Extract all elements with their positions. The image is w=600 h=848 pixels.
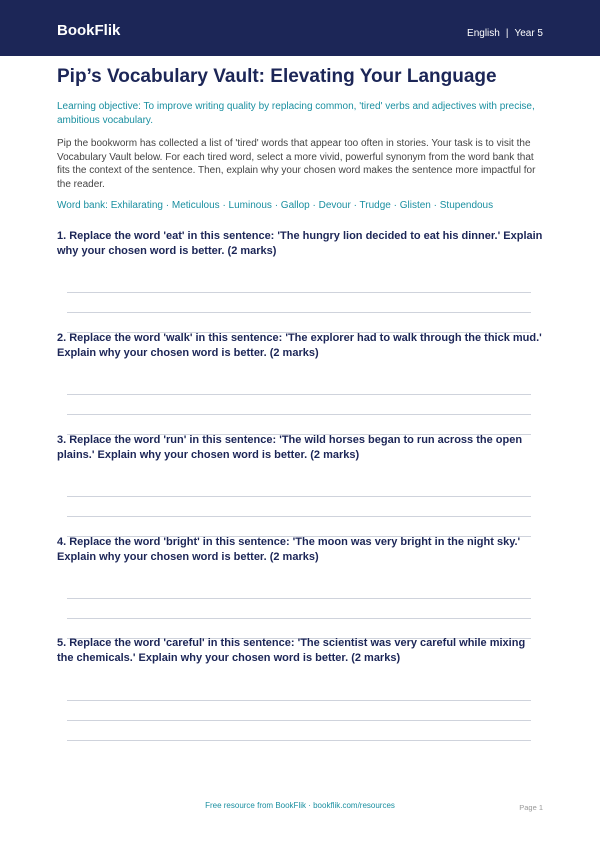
answer-line[interactable] — [67, 312, 531, 313]
year-label: Year 5 — [514, 28, 543, 39]
subject-label: English — [467, 28, 500, 39]
answer-line[interactable] — [67, 598, 531, 599]
question-1: 1. Replace the word 'eat' in this sentence: 'The hungry lion decided to eat his dinner.' Explain why your chosen word is better. (2 marks) — [57, 230, 543, 257]
page-number: Page 1 — [519, 803, 543, 812]
answer-line[interactable] — [67, 700, 531, 701]
word-bank: Word bank: Exhilarating · Meticulous · Luminous · Gallop · Devour · Trudge · Glisten · Stupendous — [57, 200, 494, 211]
question-3: 3. Replace the word 'run' in this sentence: 'The wild horses began to run across the open plains.' Explain why your chosen word is better. (2 marks) — [57, 434, 523, 461]
question-2: 2. Replace the word 'walk' in this sentence: 'The explorer had to walk through the thick mud.' Explain why your chosen word is better. (2 marks) — [57, 332, 542, 359]
answer-line[interactable] — [67, 516, 531, 517]
question-5: 5. Replace the word 'careful' in this sentence: 'The scientist was very careful while mixing the chemicals.' Explain why your chosen word is better. (2 marks) — [57, 637, 526, 664]
answer-line[interactable] — [67, 292, 531, 293]
page-title: Pip’s Vocabulary Vault: Elevating Your Language — [57, 66, 497, 87]
intro-paragraph: Pip the bookworm has collected a list of 'tired' words that appear too often in stories. Your task is to visit the Vocabulary Vault below. For each tired word, select a more vivid, powerful synonym from the word bank that fits the context of the sentence. Then, explain why your chosen word makes the sentence more impactful for the reader. — [57, 138, 536, 190]
answer-line[interactable] — [67, 394, 531, 395]
answer-line[interactable] — [67, 720, 531, 721]
learning-objective: Learning objective: To improve writing quality by replacing common, 'tired' verbs and adjectives with precise, ambitious vocabulary. — [57, 101, 535, 126]
answer-line[interactable] — [67, 414, 531, 415]
answer-line[interactable] — [67, 740, 531, 741]
question-4: 4. Replace the word 'bright' in this sentence: 'The moon was very bright in the night sky.' Explain why your chosen word is better. (2 marks) — [57, 536, 521, 563]
subject-year — [467, 28, 543, 39]
answer-line[interactable] — [67, 618, 531, 619]
footer-credit[interactable]: Free resource from BookFlik · bookflik.com/resources — [205, 801, 395, 810]
answer-line[interactable] — [67, 496, 531, 497]
header-bar — [0, 0, 600, 56]
brand-logo[interactable]: BookFlik — [57, 22, 121, 39]
meta-separator: | — [505, 28, 509, 39]
